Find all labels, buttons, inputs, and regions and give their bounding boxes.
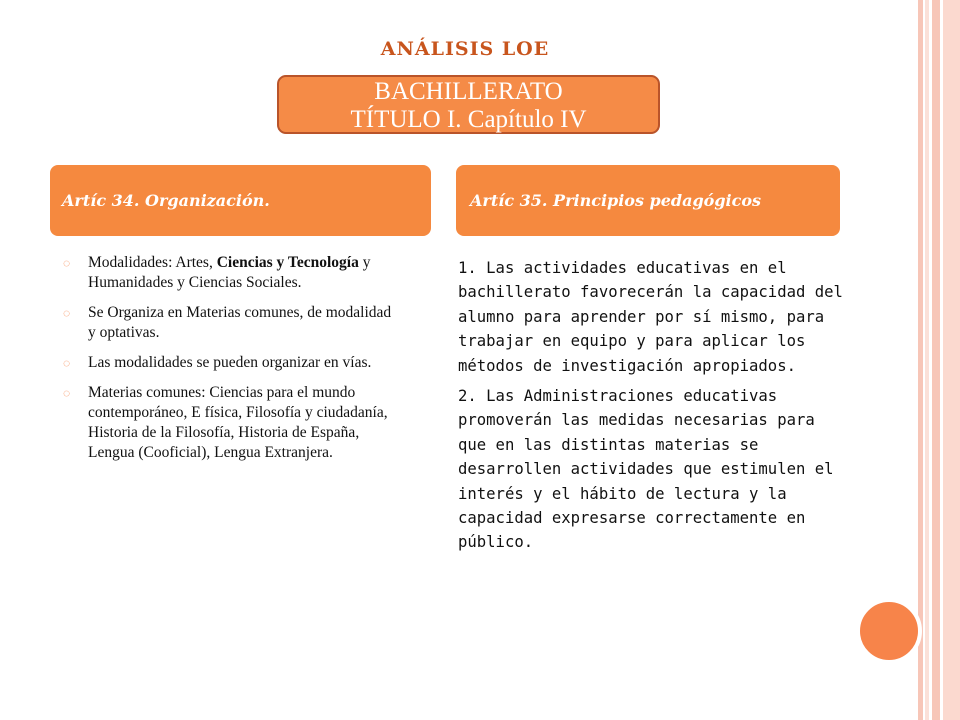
list-item [63,303,398,343]
list-item-text: Se Organiza en Materias comunes, de modalidad y optativas. [88,304,392,341]
paragraph: 2. Las Administraciones educativas promoverán las medidas necesarias para que en las distintas materias se desarrollen actividades que estimulen el interés y el hábito de lectura y la capacidad expresarse correctamente en público. [458,387,834,552]
section-line-2: TÍTULO I. Capítulo IV [350,106,587,133]
slide-title: ANÁLISIS LOE [380,38,550,60]
decor-stripe [925,0,929,720]
article-34-header: Artíc 34. Organización. [50,165,431,236]
section-box [277,75,660,134]
list-item-text-after: y Humanidades y Ciencias Sociales. [88,254,371,291]
paragraph: 1. Las actividades educativas en el bachillerato favorecerán la capacidad del alumno para aprender por sí mismo, para trabajar en equipo y para aplicar los métodos de investigación apropiados. [458,259,843,375]
article-35-text [458,256,843,561]
decor-stripe [943,0,960,720]
decor-stripe [932,0,940,720]
list-item [63,253,398,293]
list-item-text-before: Modalidades: Artes, [88,254,217,271]
list-item-text: Materias comunes: Ciencias para el mundo contemporáneo, E física, Filosofía y ciudadanía, Historia de la Filosofía, Historia de España, Lengua (Cooficial), Lengua Extranjera. [88,384,388,461]
decor-stripe [918,0,923,720]
article-35-header: Artíc 35. Principios pedagógicos [456,165,840,236]
bullet-icon: ◌ [63,356,71,370]
bullet-icon: ◌ [63,306,71,320]
bullet-icon: ◌ [63,256,71,270]
list-item-text: Las modalidades se pueden organizar en vías. [88,354,372,371]
decor-circle [856,598,922,664]
section-line-1: BACHILLERATO [374,78,563,105]
article-34-list [63,253,398,473]
list-item [63,383,398,463]
bullet-icon: ◌ [63,386,71,400]
list-item-text-bold: Ciencias y Tecnología [216,254,359,271]
list-item [63,353,398,373]
